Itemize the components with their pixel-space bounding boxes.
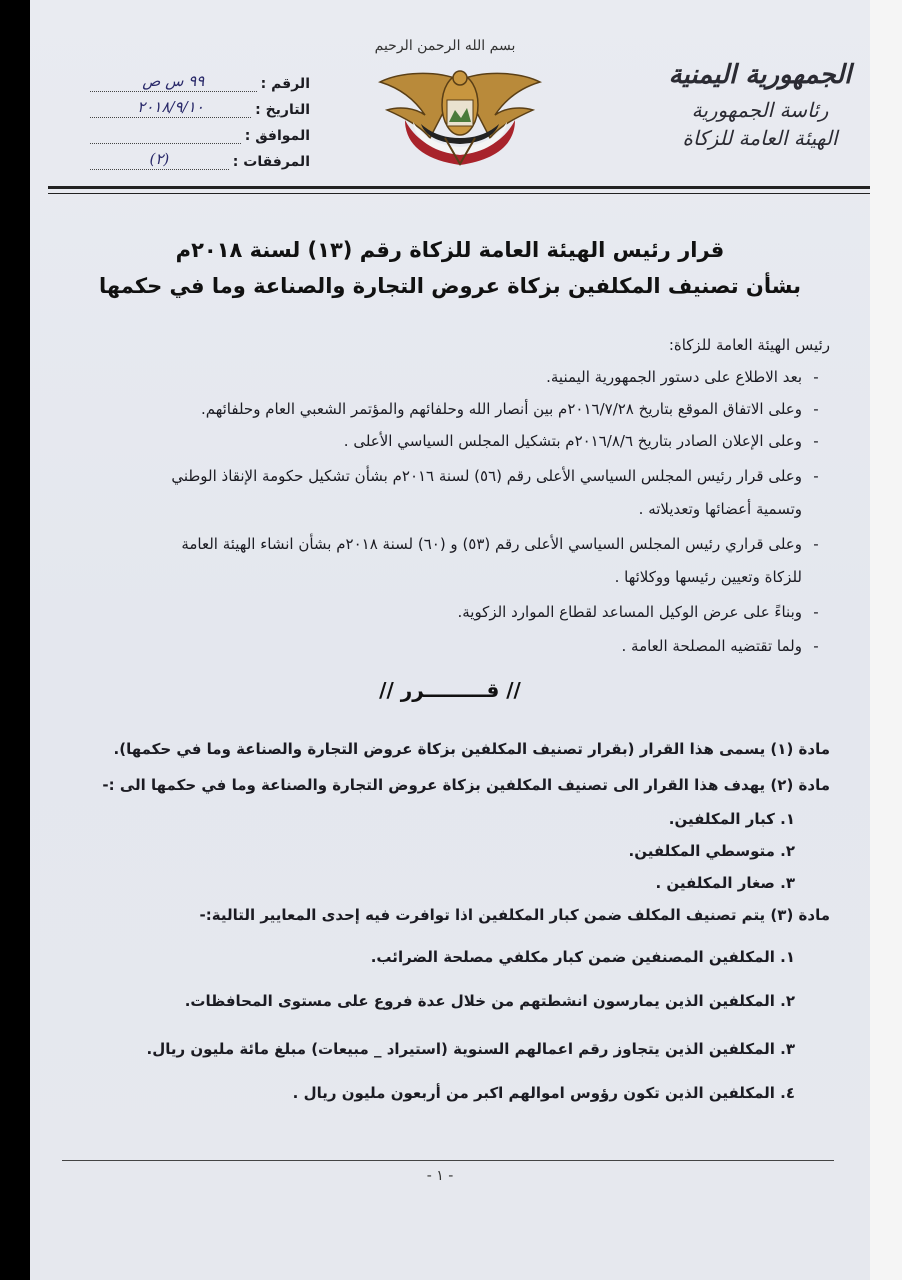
page-number: - ١ -: [426, 1168, 454, 1184]
preamble-item: -وعلى قراري رئيس المجلس السياسي الأعلى رقم (٥٣) و (٦٠) لسنة ٢٠١٨م بشأن انشاء الهيئة العامة: [181, 535, 819, 553]
ref-number-row: [90, 66, 310, 92]
footer-rule: [62, 1160, 834, 1161]
header-rule-thin: [48, 193, 870, 194]
ref-attachments-label: المرفقات :: [232, 154, 310, 170]
preamble-item-text: وعلى قراري رئيس المجلس السياسي الأعلى رقم (٥٣) و (٦٠) لسنة ٢٠١٨م بشأن انشاء الهيئة العامة: [181, 535, 802, 553]
decree-heading: // قـــــــــرر //: [379, 678, 521, 702]
ref-attachments-row: [90, 144, 310, 170]
basmala: بسم الله الرحمن الرحيم: [374, 38, 516, 54]
ref-corresponding-label: الموافق :: [244, 128, 310, 144]
article-2-item: ٣. صغار المكلفين .: [655, 874, 795, 892]
ref-date-row: [90, 92, 310, 118]
yemen-eagle-emblem-icon: [375, 60, 545, 175]
preamble-item-text: وعلى قرار رئيس المجلس السياسي الأعلى رقم (٥٦) لسنة ٢٠١٦م بشأن تشكيل حكومة الإنقاذ الوطني: [171, 467, 802, 485]
article-3-item: ٤. المكلفين الذين تكون رؤوس اموالهم اكبر من أربعون مليون ريال .: [292, 1084, 795, 1102]
article-3: مادة (٣) يتم تصنيف المكلف ضمن كبار المكلفين اذا توافرت فيه إحدى المعايير التالية:-: [199, 906, 830, 924]
article-3-item: ٣. المكلفين الذين يتجاوز رقم اعمالهم السنوية (استيراد _ مبيعات) مبلغ مائة مليون ريال.: [146, 1040, 795, 1058]
article-3-item: ٢. المكلفين الذين يمارسون انشطتهم من خلال عدة فروع على مستوى المحافظات.: [184, 992, 795, 1010]
preamble-item-continuation: للزكاة وتعيين رئيسها ووكلائها .: [614, 568, 802, 586]
scan-margin: [870, 0, 902, 1280]
preamble-item-text: وعلى الإعلان الصادر بتاريخ ٢٠١٦/٨/٦م بتشكيل المجلس السياسي الأعلى .: [343, 432, 802, 450]
ref-attachments-value: (٢): [90, 149, 229, 170]
preamble-item-continuation: وتسمية أعضائها وتعديلاته .: [638, 500, 802, 518]
preamble-item: -ولما تقتضيه المصلحة العامة .: [621, 637, 819, 655]
preamble-item: -وعلى قرار رئيس المجلس السياسي الأعلى رقم (٥٦) لسنة ٢٠١٦م بشأن تشكيل حكومة الإنقاذ الوطني: [171, 467, 819, 485]
article-1: مادة (١) يسمى هذا القرار (بقرار تصنيف المكلفين بزكاة عروض التجارة والصناعة وما في حكمها).: [113, 740, 830, 758]
preamble-item: -وبناءً على عرض الوكيل المساعد لقطاع الموارد الزكوية.: [457, 603, 819, 621]
preamble-item-text: ولما تقتضيه المصلحة العامة .: [621, 637, 802, 655]
document-page: [30, 0, 870, 1280]
article-2: مادة (٢) يهدف هذا القرار الى تصنيف المكلفين بزكاة عروض التجارة والصناعة وما في حكمها الى :-: [102, 776, 830, 794]
ref-number-value: ٩٩ س ص: [90, 71, 257, 92]
ref-date-label: التاريخ :: [255, 102, 310, 118]
title-line-2: بشأن تصنيف المكلفين بزكاة عروض التجارة والصناعة وما في حكمها: [99, 274, 801, 298]
reference-block: [90, 66, 310, 170]
preamble-item-text: وبناءً على عرض الوكيل المساعد لقطاع الموارد الزكوية.: [457, 603, 802, 621]
gov-line-republic: الجمهورية اليمنية: [668, 60, 852, 90]
ref-corresponding-value: [90, 123, 241, 144]
title-line-1: قرار رئيس الهيئة العامة للزكاة رقم (١٣) لسنة ٢٠١٨م: [175, 238, 725, 262]
preamble-item-text: بعد الاطلاع على دستور الجمهورية اليمنية.: [546, 368, 802, 386]
gov-line-presidency: رئاسة الجمهورية: [691, 98, 829, 122]
preamble-item: -بعد الاطلاع على دستور الجمهورية اليمنية.: [546, 368, 819, 386]
ref-date-value: ٢٠١٨/٩/١٠: [90, 97, 251, 118]
preamble-item: -وعلى الإعلان الصادر بتاريخ ٢٠١٦/٨/٦م بتشكيل المجلس السياسي الأعلى .: [343, 432, 819, 450]
preamble-intro: رئيس الهيئة العامة للزكاة:: [668, 336, 830, 354]
gov-line-authority: الهيئة العامة للزكاة: [682, 126, 838, 150]
decree-title: [70, 238, 830, 298]
article-3-item: ١. المكلفين المصنفين ضمن كبار مكلفي مصلحة الضرائب.: [370, 948, 795, 966]
article-2-item: ٢. متوسطي المكلفين.: [628, 842, 795, 860]
ref-corresponding-row: [90, 118, 310, 144]
preamble-item-text: وعلى الاتفاق الموقع بتاريخ ٢٠١٦/٧/٢٨م بين أنصار الله وحلفائهم والمؤتمر الشعبي العام وحلفائهم.: [200, 400, 802, 418]
article-2-item: ١. كبار المكلفين.: [668, 810, 795, 828]
government-header: [660, 60, 860, 150]
header-rule-thick: [48, 186, 870, 189]
preamble-item: -وعلى الاتفاق الموقع بتاريخ ٢٠١٦/٧/٢٨م بين أنصار الله وحلفائهم والمؤتمر الشعبي العام وحلفائهم.: [200, 400, 819, 418]
ref-number-label: الرقم :: [260, 76, 310, 92]
